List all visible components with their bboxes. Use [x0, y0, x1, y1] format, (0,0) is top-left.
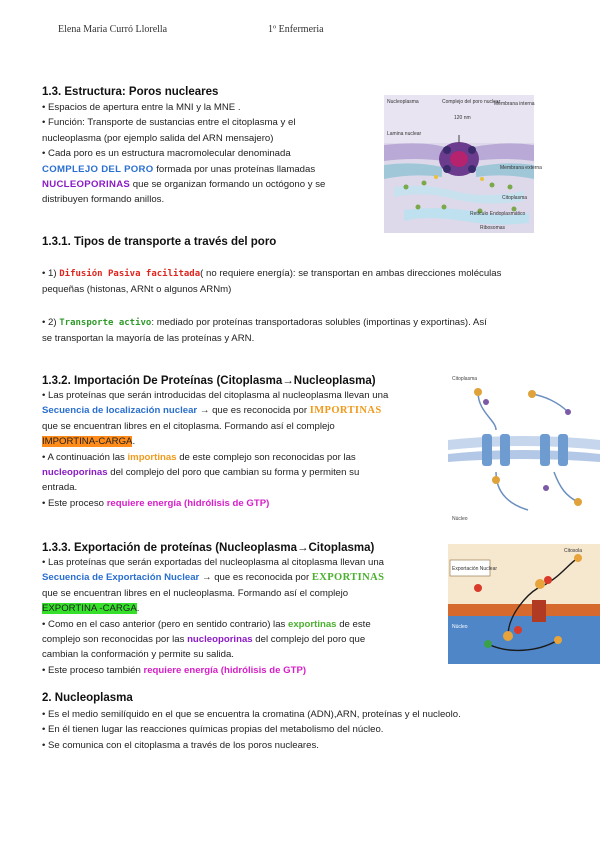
figure-nuclear-pore — [384, 95, 542, 233]
section-body-poros — [42, 100, 325, 208]
keyword-exportinas: EXPORTINAS — [311, 572, 385, 584]
text-fragment: → que es reconocida por — [197, 405, 310, 417]
fig-label: Lamina nuclear — [387, 131, 422, 137]
section-title-exportacion: 1.3.3. Exportación de proteínas (Nucleoplasma→Citoplasma) — [42, 542, 375, 554]
text-fragment: del complejo del poro que cambian su forma y permiten su — [107, 467, 360, 479]
fig-label: Complejo del poro nuclear — [442, 99, 501, 105]
keyword-nucleoporinas: NUCLEOPORINAS — [42, 179, 131, 191]
fig-label: Retículo Endoplasmático — [470, 211, 526, 217]
text-line: se transportan la mayoría de las proteínas y ARN. — [42, 333, 255, 345]
text-line — [42, 434, 388, 449]
text-line: • Cada poro es un estructura macromolecular denominada — [42, 148, 291, 160]
text-fragment: formada por unas proteínas llamadas — [153, 163, 316, 175]
text-line — [42, 570, 384, 585]
text-line — [42, 617, 384, 632]
figure-protein-import — [448, 372, 600, 524]
keyword-secuencia-exportacion: Secuencia de Exportación Nuclear — [42, 572, 200, 584]
nuclear-envelope — [448, 604, 600, 616]
keyword-complejo-poro: COMPLEJO DEL PORO — [42, 163, 154, 175]
text-line: • Las proteínas que serán introducidas del citoplasma al nucleoplasma llevan una — [42, 390, 389, 401]
fig-label: Membrana externa — [500, 165, 542, 171]
section-body-nucleoplasma — [42, 707, 461, 753]
section-title-importacion: 1.3.2. Importación De Proteínas (Citoplasma→Nucleoplasma) — [42, 375, 376, 387]
text-fragment: • 1) — [42, 268, 60, 279]
section-body-exportacion — [42, 555, 384, 678]
fig-label: Núcleo — [452, 516, 468, 522]
text-fragment: que se organizan formando un octógono y se — [130, 179, 326, 191]
fig-label: Citoplasma — [502, 195, 528, 201]
figure-protein-export — [448, 544, 600, 664]
keyword-importinas-small: importinas — [127, 451, 177, 463]
text-fragment: • Este proceso también — [42, 664, 144, 676]
keyword-importina-carga: IMPORTINA-CARGA — [42, 436, 133, 448]
text-line: nucleoplasma (por ejemplo salida del ARN mensajero) — [42, 132, 274, 144]
text-line: que se encuentran libres en el citoplasma. Formando así el complejo — [42, 420, 335, 432]
section-body-tipos-transporte — [42, 266, 501, 298]
text-line: • En él tienen lugar las reacciones químicas propias del metabolismo del núcleo. — [42, 724, 384, 736]
text-line — [42, 663, 384, 678]
section-title-poros: 1.3. Estructura: Poros nucleares — [42, 86, 219, 98]
text-line: pequeñas (histonas, ARNt o algunos ARNm) — [42, 284, 232, 296]
pore-complex — [532, 600, 546, 622]
text-line: entrada. — [42, 482, 78, 494]
keyword-exportinas-small: exportinas — [288, 618, 337, 630]
keyword-nucleoporinas: nucleoporinas — [42, 467, 108, 479]
keyword-energia: requiere energía (hidrólisis de GTP) — [143, 664, 307, 676]
fig-label: Nucleoplasma — [387, 99, 419, 105]
section-title-nucleoplasma: 2. Nucleoplasma — [42, 692, 133, 704]
keyword-exportina-carga: EXPORTINA -CARGA — [42, 603, 137, 615]
text-fragment: ( no requiere energía): se transportan en ambas direcciones moléculas — [200, 268, 502, 279]
text-line: cambian la conformación y permite su salida. — [42, 649, 234, 661]
fig-label: 120 nm — [454, 115, 471, 121]
text-fragment: de este — [336, 618, 371, 630]
section-body-transporte-activo — [42, 315, 487, 347]
fig-label: Núcleo — [452, 624, 468, 630]
inner-membrane-left — [384, 143, 444, 161]
text-line — [42, 177, 325, 192]
text-line: • Espacios de apertura entre la MNI y la MNE . — [42, 102, 241, 113]
text-fragment: . — [132, 436, 136, 448]
text-fragment: . — [136, 603, 140, 615]
keyword-nucleoporinas: nucleoporinas — [187, 634, 253, 646]
text-fragment: → que es reconocida por — [199, 572, 312, 584]
fig-label: Exportación Nuclear — [452, 566, 498, 572]
header-author: Elena Maria Curró Llorella — [58, 24, 168, 35]
inner-membrane-right — [474, 143, 534, 161]
keyword-energia: requiere energía (hidrólisis de GTP) — [106, 497, 270, 509]
section-body-importacion — [42, 388, 388, 511]
keyword-importinas: IMPORTINAS — [309, 405, 382, 417]
text-line — [42, 496, 388, 511]
text-line: • Se comunica con el citoplasma a través de los poros nucleares. — [42, 739, 319, 751]
text-line — [42, 315, 487, 331]
fig-label: Citoplasma — [452, 376, 478, 382]
text-line: • Es el medio semilíquido en el que se encuentra la cromatina (ADN),ARN, proteínas y el nucleolo. — [42, 709, 461, 720]
text-line: • Las proteínas que serán exportadas del nucleoplasma al citoplasma llevan una — [42, 557, 385, 568]
fig-label: Membrana interna — [494, 101, 535, 107]
text-line: distribuyen formando anillos. — [42, 194, 165, 206]
text-fragment: • Como en el caso anterior (pero en sentido contrario) las — [42, 618, 288, 630]
text-line: • Función: Transporte de sustancias entre el citoplasma y el — [42, 117, 296, 129]
keyword-difusion-pasiva: Difusión Pasiva facilitada — [59, 269, 201, 279]
text-line — [42, 266, 501, 282]
text-line — [42, 403, 388, 418]
header-course: 1º Enfermeria — [268, 24, 324, 35]
text-fragment: del complejo del poro que — [252, 634, 366, 646]
nucleus-area — [448, 614, 600, 664]
keyword-transporte-activo: Transporte activo — [59, 318, 152, 328]
text-line — [42, 465, 388, 480]
text-fragment: • A continuación las — [42, 451, 128, 463]
text-fragment: de este complejo son reconocidas por las — [176, 451, 356, 463]
text-fragment: • Este proceso — [42, 497, 107, 509]
text-line — [42, 450, 388, 465]
section-title-tipos-transporte: 1.3.1. Tipos de transporte a través del poro — [42, 236, 277, 248]
text-fragment: : mediado por proteínas transportadoras solubles (importinas y exportinas). Así — [151, 317, 487, 328]
text-fragment: • 2) — [42, 317, 60, 328]
fig-label: Ribosomas — [480, 225, 506, 231]
text-line — [42, 601, 384, 616]
fig-label: Citosola — [564, 548, 583, 554]
text-line — [42, 632, 384, 647]
text-line: que se encuentran libres en el nucleoplasma. Formando así el complejo — [42, 587, 349, 599]
text-fragment: complejo son reconocidas por las — [42, 634, 188, 646]
text-line — [42, 162, 325, 177]
keyword-secuencia-localizacion: Secuencia de localización nuclear — [42, 405, 198, 417]
